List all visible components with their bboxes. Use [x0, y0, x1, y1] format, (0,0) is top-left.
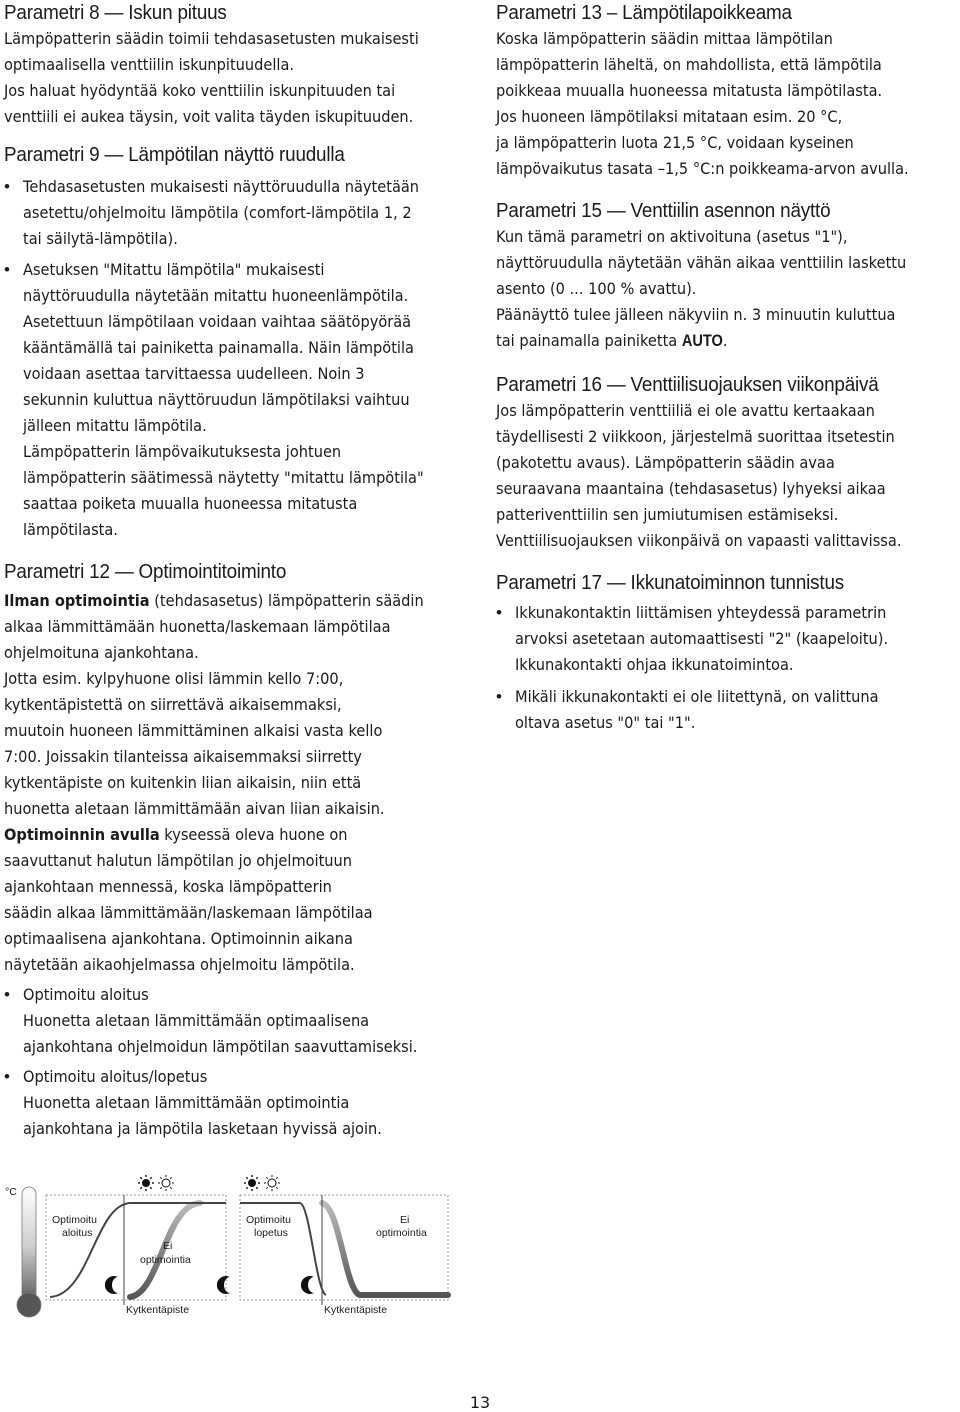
svg-text:aloitus: aloitus: [62, 1227, 93, 1239]
curve-no-optimization: [322, 1203, 448, 1295]
section-parameter-13: [496, 0, 956, 182]
sun-outline-icon: [158, 1175, 174, 1191]
page-number: 13: [469, 1393, 491, 1412]
list-item: • Optimoitu aloitus/lopetus Huonetta aletaan lämmittämään optimointia ajankohtana ja lämpötila lasketaan hyvissä ajoin.: [4, 1064, 474, 1142]
section-text: Kun tämä parametri on aktivoituna (asetus "1"), näyttöruudulla näytetään vähän aikaa venttiilin laskettu asento (0 ... 100 % avattu). Päänäyttö tulee jälleen näkyviin n. 3 minuutin kuluttua tai painamalla painiketta AUTO.: [496, 227, 907, 350]
svg-text:Optimoitu: Optimoitu: [52, 1214, 97, 1226]
svg-text:optimointia: optimointia: [140, 1254, 191, 1266]
lead-text: Ilman optimointia: [4, 591, 150, 610]
section-text: Lämpöpatterin säädin toimii tehdasasetusten mukaisesti optimaalisella venttiilin iskunpituudella. Jos haluat hyödyntää koko venttiilin iskunpituuden tai venttiili ei aukea täysin, voit valita täyden iskupituuden.: [4, 29, 419, 126]
moon-icon: [217, 1276, 230, 1294]
bullet-list: [4, 174, 474, 543]
section-parameter-12: [4, 559, 474, 1142]
moon-icon: [105, 1276, 118, 1294]
switch-point-label: Kytkentäpiste: [126, 1304, 190, 1316]
sun-outline-icon: [264, 1175, 280, 1191]
auto-button-label: AUTO: [681, 332, 723, 350]
list-item: • Mikäli ikkunakontakti ei ole liitettynä, on valittuna oltava asetus "0" tai "1".: [496, 684, 956, 736]
diagram-panel-optimized-end: [217, 1175, 448, 1316]
bullet-list: [4, 982, 474, 1142]
svg-text:optimointia: optimointia: [376, 1227, 427, 1239]
section-heading: Parametri 16 — Venttiilisuojauksen viikonpäivä: [496, 373, 879, 396]
section-parameter-17: [496, 570, 956, 736]
list-item: • Tehdasasetusten mukaisesti näyttöruudulla näytetään asetettu/ohjelmoitu lämpötila (comfort-lämpötila 1, 2 tai säilytä-lämpötila).: [4, 174, 474, 252]
unit-label: °C: [5, 1186, 17, 1198]
svg-text:Ei: Ei: [400, 1214, 410, 1226]
left-column: [4, 0, 474, 1156]
list-item: • Ikkunakontaktin liittämisen yhteydessä parametrin arvoksi asetetaan automaattisesti "2" (kaapeloitu). Ikkunakontakti ohjaa ikkunatoimintoa.: [496, 600, 956, 678]
section-text: Jos lämpöpatterin venttiiliä ei ole avattu kertaakaan täydellisesti 2 viikkoon, järjestelmä suorittaa itsetestin (pakotettu avaus). Lämpöpatterin säädin avaa seuraavana maantaina (tehdasasetus) lyhyeksi aikaa patteriventtiilin sen jumiutumisen estämiseksi. Venttiilisuojauksen viikonpäivä on vapaasti valittavissa.: [496, 401, 902, 550]
section-heading: Parametri 8 — Iskun pituus: [4, 1, 227, 24]
sun-icon: [244, 1175, 260, 1191]
thermometer-icon: [17, 1187, 41, 1317]
section-parameter-15: [496, 198, 956, 354]
section-text: Koska lämpöpatterin säädin mittaa lämpötilan lämpöpatterin läheltä, on mahdollista, että lämpötila poikkeaa muualla huoneessa mitatusta lämpötilasta. Jos huoneen lämpötilaksi mitataan esim. 20 °C, ja lämpöpatterin luota 21,5 °C, voidaan kyseinen lämpövaikutus tasata –1,5 °C:n poikkeama-arvon avulla.: [496, 29, 909, 178]
lead-text: Optimoinnin avulla: [4, 825, 160, 844]
section-heading: Parametri 13 – Lämpötilapoikkeama: [496, 1, 792, 24]
section-heading: Parametri 9 — Lämpötilan näyttö ruudulla: [4, 143, 345, 166]
switch-point-label: Kytkentäpiste: [324, 1304, 388, 1316]
section-parameter-16: [496, 372, 956, 554]
section-parameter-9: [4, 142, 474, 543]
svg-text:Optimoitu: Optimoitu: [246, 1214, 291, 1226]
section-heading: Parametri 15 — Venttiilin asennon näyttö: [496, 199, 831, 222]
sun-icon: [138, 1175, 154, 1191]
optimization-diagram: [0, 1165, 470, 1325]
diagram-panel-optimized-start: [46, 1175, 226, 1316]
list-item: • Asetuksen "Mitattu lämpötila" mukaisesti näyttöruudulla näytetään mitattu huoneenlämpötila. Asetettuun lämpötilaan voidaan vaihtaa säätöpyörää kääntämällä tai painiketta painamalla. Näin lämpötila voidaan asettaa tarvittaessa uudelleen. Noin 3 sekunnin kuluttua näyttöruudun lämpötilaksi vaihtuu jälleen mitattu lämpötila. Lämpöpatterin lämpövaikutuksesta johtuen lämpöpatterin säätimessä näytetty "mitattu lämpötila" saattaa poiketa muualla huoneessa mitatusta lämpötilasta.: [4, 257, 474, 543]
section-heading: Parametri 12 — Optimointitoiminto: [4, 560, 287, 583]
list-item: • Optimoitu aloitus Huonetta aletaan lämmittämään optimaalisena ajankohtana ohjelmoidun lämpötilan saavuttamiseksi.: [4, 982, 474, 1060]
section-heading: Parametri 17 — Ikkunatoiminnon tunnistus: [496, 571, 845, 594]
moon-icon: [301, 1276, 314, 1294]
svg-text:lopetus: lopetus: [254, 1227, 288, 1239]
section-parameter-8: [4, 0, 474, 130]
section-text: Ilman optimointia (tehdasasetus) lämpöpatterin säädin alkaa lämmittämään huonetta/laskemaan lämpötilaa ohjelmoituna ajankohtana. Jotta esim. kylpyhuone olisi lämmin kello 7:00, kytkentäpistettä on siirrettävä aikaisemmaksi, muutoin huoneen lämmittäminen alkaisi vasta kello 7:00. Joissakin tilanteissa aikaisemmaksi siirretty kytkentäpiste on kuitenkin liian aikaisin, niin että huonetta aletaan lämmittämään aivan liian aikaisin. Optimoinnin avulla kyseessä oleva huone on saavuttanut halutun lämpötilan jo ohjelmoituun ajankohtaan mennessä, koska lämpöpatterin säädin alkaa lämmittämään/laskemaan lämpötilaa optimaalisena ajankohtana. Optimoinnin aikana näytetään aikaohjelmassa ohjelmoitu lämpötila.: [4, 591, 424, 974]
right-column: [496, 0, 956, 750]
bullet-list: [496, 600, 956, 736]
svg-text:Ei: Ei: [163, 1240, 173, 1252]
